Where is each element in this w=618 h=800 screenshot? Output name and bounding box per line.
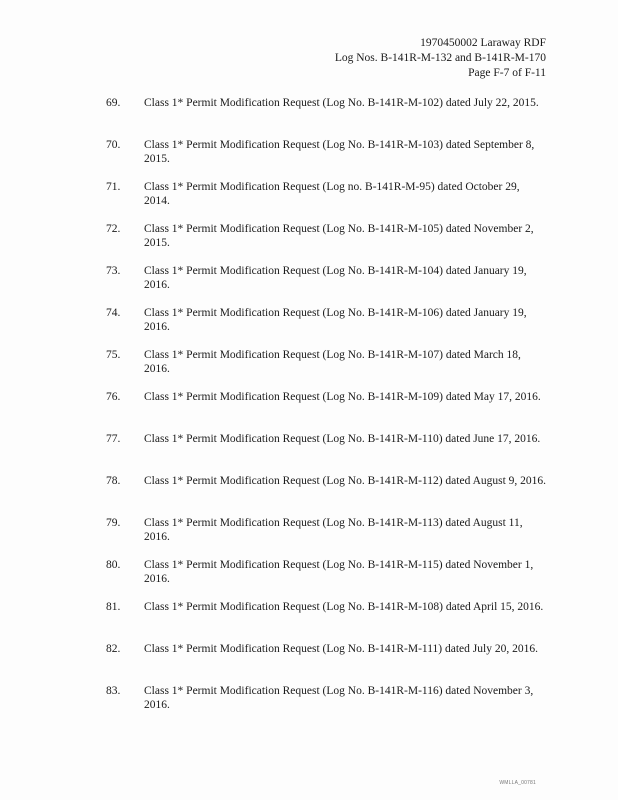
page-header <box>335 36 546 81</box>
list-item <box>106 96 552 138</box>
entry-text: Class 1* Permit Modification Request (Log no. B-141R-M-95) dated October 29, 2014. <box>144 181 520 207</box>
entry-text: Class 1* Permit Modification Request (Log No. B-141R-M-109) dated May 17, 2016. <box>144 391 541 403</box>
entry-number: 72. <box>106 223 121 235</box>
list-item <box>106 348 552 390</box>
entry-text: Class 1* Permit Modification Request (Log No. B-141R-M-116) dated November 3, 2016. <box>144 685 534 711</box>
list-item <box>106 138 552 180</box>
entry-text: Class 1* Permit Modification Request (Log No. B-141R-M-111) dated July 20, 2016. <box>144 643 538 655</box>
entry-number: 71. <box>106 181 121 193</box>
entry-number: 76. <box>106 391 121 403</box>
list-item <box>106 222 552 264</box>
list-item <box>106 390 552 432</box>
entry-text: Class 1* Permit Modification Request (Log No. B-141R-M-108) dated April 15, 2016. <box>144 601 544 613</box>
entry-text: Class 1* Permit Modification Request (Log No. B-141R-M-113) dated August 11, 2016. <box>144 517 523 543</box>
header-log-numbers: Log Nos. B-141R-M-132 and B-141R-M-170 <box>334 52 546 64</box>
entry-text: Class 1* Permit Modification Request (Log No. B-141R-M-102) dated July 22, 2015. <box>144 97 539 109</box>
entry-number: 70. <box>106 139 121 151</box>
entry-text: Class 1* Permit Modification Request (Log No. B-141R-M-105) dated November 2, 2015. <box>144 223 534 249</box>
list-item <box>106 516 552 558</box>
list-item <box>106 474 552 516</box>
entry-number: 73. <box>106 265 121 277</box>
entry-number: 74. <box>106 307 121 319</box>
entry-text: Class 1* Permit Modification Request (Log No. B-141R-M-115) dated November 1, 2016. <box>144 559 534 585</box>
entry-text: Class 1* Permit Modification Request (Log No. B-141R-M-103) dated September 8, 2015. <box>144 139 535 165</box>
entry-list <box>106 96 552 726</box>
list-item <box>106 600 552 642</box>
entry-number: 80. <box>106 559 121 571</box>
list-item <box>106 432 552 474</box>
entry-number: 79. <box>106 517 121 529</box>
entry-number: 77. <box>106 433 121 445</box>
entry-text: Class 1* Permit Modification Request (Log No. B-141R-M-107) dated March 18, 2016. <box>144 349 521 375</box>
list-item <box>106 684 552 726</box>
list-item <box>106 642 552 684</box>
list-item <box>106 558 552 600</box>
entry-number: 83. <box>106 685 121 697</box>
list-item <box>106 306 552 348</box>
list-item <box>106 180 552 222</box>
list-item <box>106 264 552 306</box>
entry-text: Class 1* Permit Modification Request (Log No. B-141R-M-112) dated August 9, 2016. <box>144 475 547 487</box>
entry-number: 82. <box>106 643 121 655</box>
entry-text: Class 1* Permit Modification Request (Log No. B-141R-M-104) dated January 19, 2016. <box>144 265 527 291</box>
header-page-number: Page F-7 of F-11 <box>468 67 546 79</box>
header-id-facility: 1970450002 Laraway RDF <box>420 37 546 49</box>
entry-number: 81. <box>106 601 121 613</box>
entry-number: 78. <box>106 475 121 487</box>
entry-text: Class 1* Permit Modification Request (Log No. B-141R-M-106) dated January 19, 2016. <box>144 307 527 333</box>
bates-stamp: WMLLA_00781 <box>499 780 536 786</box>
entry-number: 69. <box>106 97 121 109</box>
entry-text: Class 1* Permit Modification Request (Log No. B-141R-M-110) dated June 17, 2016. <box>144 433 541 445</box>
entry-number: 75. <box>106 349 121 361</box>
